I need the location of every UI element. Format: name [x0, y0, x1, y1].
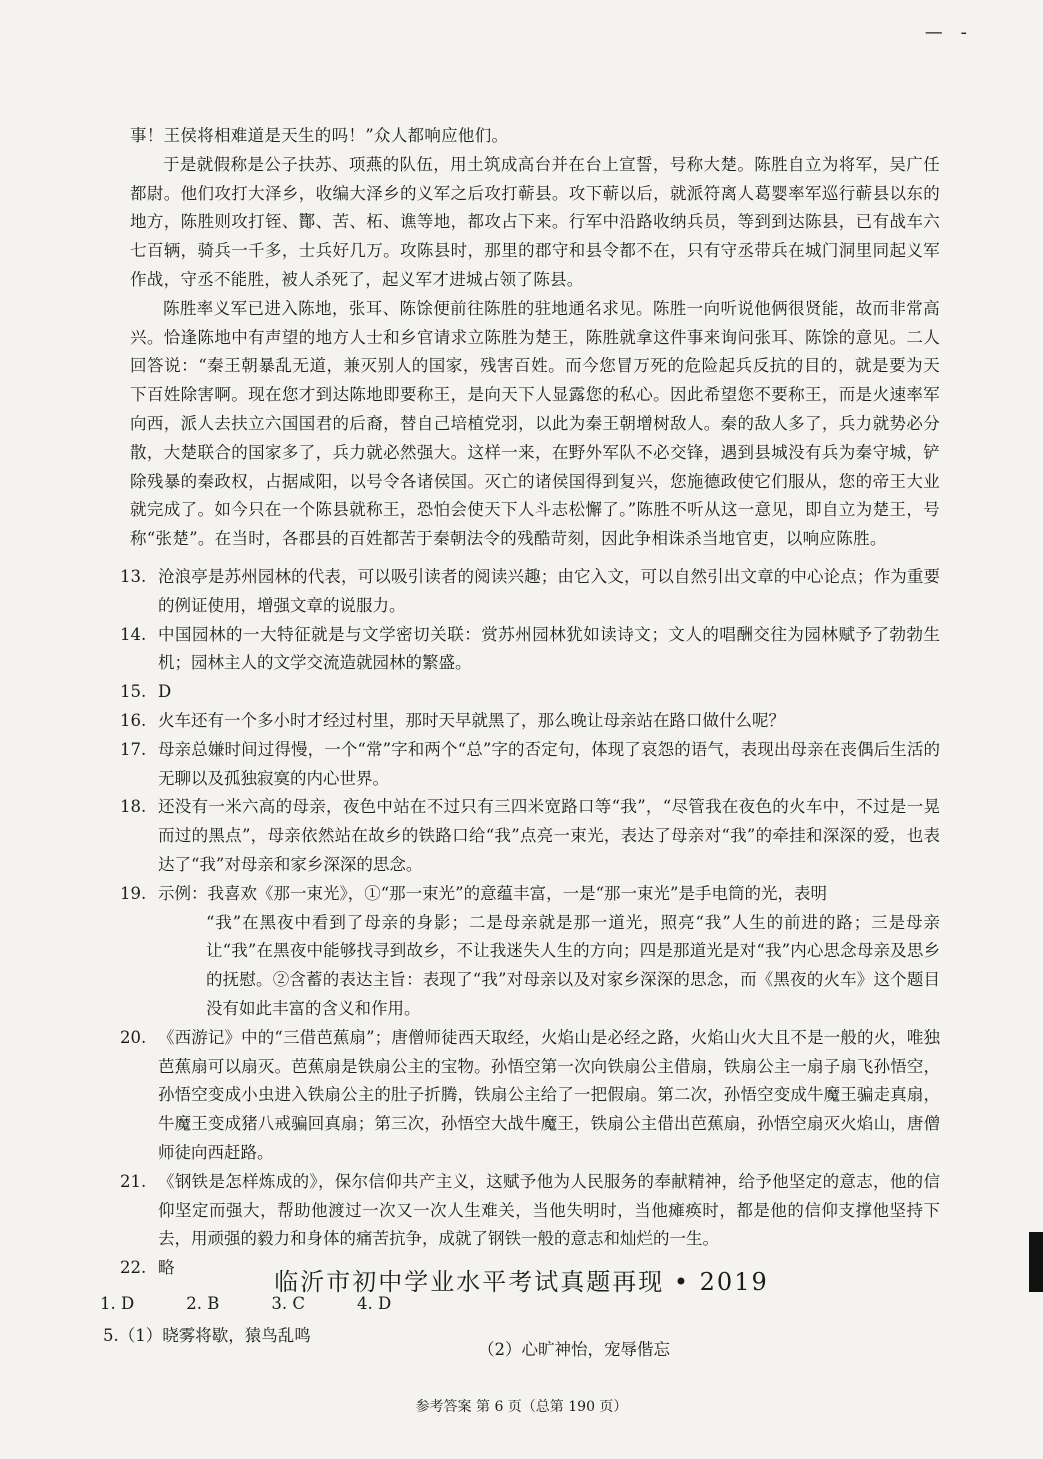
passage-paragraph: 事！王侯将相难道是天生的吗！”众人都响应他们。	[130, 126, 509, 145]
answer-item	[120, 736, 940, 794]
mc-answer: 3. C	[271, 1294, 305, 1313]
multiple-choice-answers	[100, 1294, 391, 1313]
answer-number: 16.	[120, 710, 147, 730]
answer-text: 《钢铁是怎样炼成的》，保尔信仰共产主义，这赋予他为人民服务的奉献精神，给予他坚定的意志，他的信仰坚定而强大，帮助他渡过一次又一次人生难关，当他失明时，当他瘫痪时，都是他的信仰支撑他坚持下去，用顽强的毅力和身体的痛苦抗争，成就了钢铁一般的意志和灿烂的一生。	[158, 1171, 940, 1249]
answer-item	[120, 621, 940, 679]
answer-text: 火车还有一个多小时才经过村里，那时天早就黑了，那么晚让母亲站在路口做什么呢？	[158, 710, 785, 730]
answer-number: 19.	[120, 883, 147, 903]
answer-item	[120, 678, 940, 707]
answer-text: 还没有一米六高的母亲，夜色中站在不过只有三四米宽路口等“我”，“尽管我在夜色的火车中，不过是一晃而过的黑点”，母亲依然站在故乡的铁路口给“我”点亮一束光，表达了母亲对“我”的牵挂和深深的爱，也表达了“我”对母亲和家乡深深的思念。	[158, 797, 940, 874]
answer-item	[120, 1024, 940, 1168]
answer-item	[120, 880, 940, 1024]
answer-text: 沧浪亭是苏州园林的代表，可以吸引读者的阅读兴趣；由它入文，可以自然引出文章的中心论点；作为重要的例证使用，增强文章的说服力。	[158, 567, 940, 615]
answer-number: 15.	[120, 682, 147, 702]
answer-number: 13.	[120, 567, 147, 586]
answer-item	[120, 1168, 940, 1254]
page-footer: 参考答案 第 6 页（总第 190 页）	[415, 1399, 628, 1415]
answer-text: 中国园林的一大特征就是与文学密切关联：赏苏州园林犹如读诗文；文人的唱酬交往为园林赋予了勃勃生机；园林主人的文学交流造就园林的繁盛。	[158, 624, 940, 673]
answer-text: 示例：我喜欢《那一束光》，①“那一束光”的意蕴丰富，一是“那一束光”是手电筒的光，表明	[158, 883, 827, 903]
answer-number: 17.	[120, 739, 147, 759]
answer-number: 18.	[120, 797, 147, 817]
answer-5-part-1: 5.（1）晓雾将歇，猿鸟乱鸣	[103, 1326, 311, 1345]
passage-paragraph: 于是就假称是公子扶苏、项燕的队伍，用土筑成高台并在台上宣誓，号称大楚。陈胜自立为将军，吴广任都尉。他们攻打大泽乡，收编大泽乡的义军之后攻打蕲县。攻下蕲以后，就派符离人葛婴率军巡行蕲县以东的地方，陈胜则攻打铚、酇、苦、柘、谯等地，都攻占下来。行军中沿路收纳兵员，等到到达陈县，已有战车六七百辆，骑兵一千多，士兵好几万。攻陈县时，那里的郡守和县令都不在，只有守丞带兵在城门洞里同起义军作战，守丞不能胜，被人杀死了，起义军才进城占领了陈县。	[130, 154, 940, 289]
answer-text: 略	[158, 1258, 175, 1278]
answer-item	[120, 793, 940, 879]
mc-answer: 1. D	[100, 1294, 135, 1313]
answer-item	[120, 707, 940, 736]
passage-translation	[130, 122, 940, 554]
passage-paragraph: 陈胜率义军已进入陈地，张耳、陈馀便前往陈胜的驻地通名求见。陈胜一向听说他俩很贤能，故而非常高兴。恰逢陈地中有声望的地方人士和乡官请求立陈胜为楚王，陈胜就拿这件事来询问张耳、陈馀的意见。二人回答说：“秦王朝暴乱无道，兼灭别人的国家，残害百姓。而今您冒万死的危险起兵反抗的目的，就是要为天下百姓除害啊。现在您才到达陈地即要称王，是向天下人显露您的私心。因此希望您不要称王，而是火速率军向西，派人去扶立六国国君的后裔，替自己培植党羽，以此为秦王朝增树敌人。秦的敌人多了，兵力就势必分散，大楚联合的国家多了，兵力就必然强大。这样一来，在野外军队不必交锋，遇到县城没有兵为秦守城，铲除残暴的秦政权，占据咸阳，以号令各诸侯国。灭亡的诸侯国得到复兴，您施德政使它们服从，您的帝王大业就完成了。如今只在一个陈县就称王，恐怕会使天下人斗志松懈了。”陈胜不听从这一意见，即自立为楚王，号称“张楚”。在当时，各郡县的百姓都苦于秦朝法令的残酷苛刻，因此争相诛杀当地官吏，以响应陈胜。	[130, 298, 940, 549]
answer-text: 母亲总嫌时间过得慢，一个“常”字和两个“总”字的否定句，体现了哀怨的语气，表现出母亲在丧偶后生活的无聊以及孤独寂寞的内心世界。	[158, 739, 940, 788]
mc-answer: 2. B	[186, 1294, 220, 1313]
answer-number: 21.	[120, 1171, 147, 1191]
answer-number: 14.	[120, 624, 147, 644]
mc-answer: 4. D	[356, 1294, 392, 1313]
answer-list	[120, 563, 940, 1283]
answer-text: D	[158, 682, 172, 702]
answer-number: 22.	[120, 1258, 147, 1278]
section-title: 临沂市初中学业水平考试真题再现 • 2019	[274, 1268, 769, 1296]
answer-item	[120, 563, 940, 621]
corner-mark: — -	[924, 22, 973, 43]
answer-text: 《西游记》中的“三借芭蕉扇”；唐僧师徒西天取经，火焰山是必经之路，火焰山火大且不是一般的火，唯独芭蕉扇可以扇灭。芭蕉扇是铁扇公主的宝物。孙悟空第一次向铁扇公主借扇，铁扇公主一扇子扇飞孙悟空，孙悟空变成小虫进入铁扇公主的肚子折腾，铁扇公主给了一把假扇。第二次，孙悟空变成牛魔王骗走真扇，牛魔王变成猪八戒骗回真扇；第三次，孙悟空大战牛魔王，铁扇公主借出芭蕉扇，孙悟空扇灭火焰山，唐僧师徒向西赶路。	[158, 1027, 940, 1162]
answer-number: 20.	[120, 1027, 147, 1047]
answer-5-part-2: （2）心旷神怡，宠辱偕忘	[478, 1340, 670, 1359]
answer-text: “我”在黑夜中看到了母亲的身影；二是母亲就是那一道光，照亮“我”人生的前进的路；三是母亲让“我”在黑夜中能够找寻到故乡，不让我迷失人生的方向；四是那道光是对“我”内心思念母亲及思乡的抚慰。②含蓄的表达主旨：表现了“我”对母亲以及对家乡深深的思念，而《黑夜的火车》这个题目没有如此丰富的含义和作用。	[206, 912, 940, 1018]
